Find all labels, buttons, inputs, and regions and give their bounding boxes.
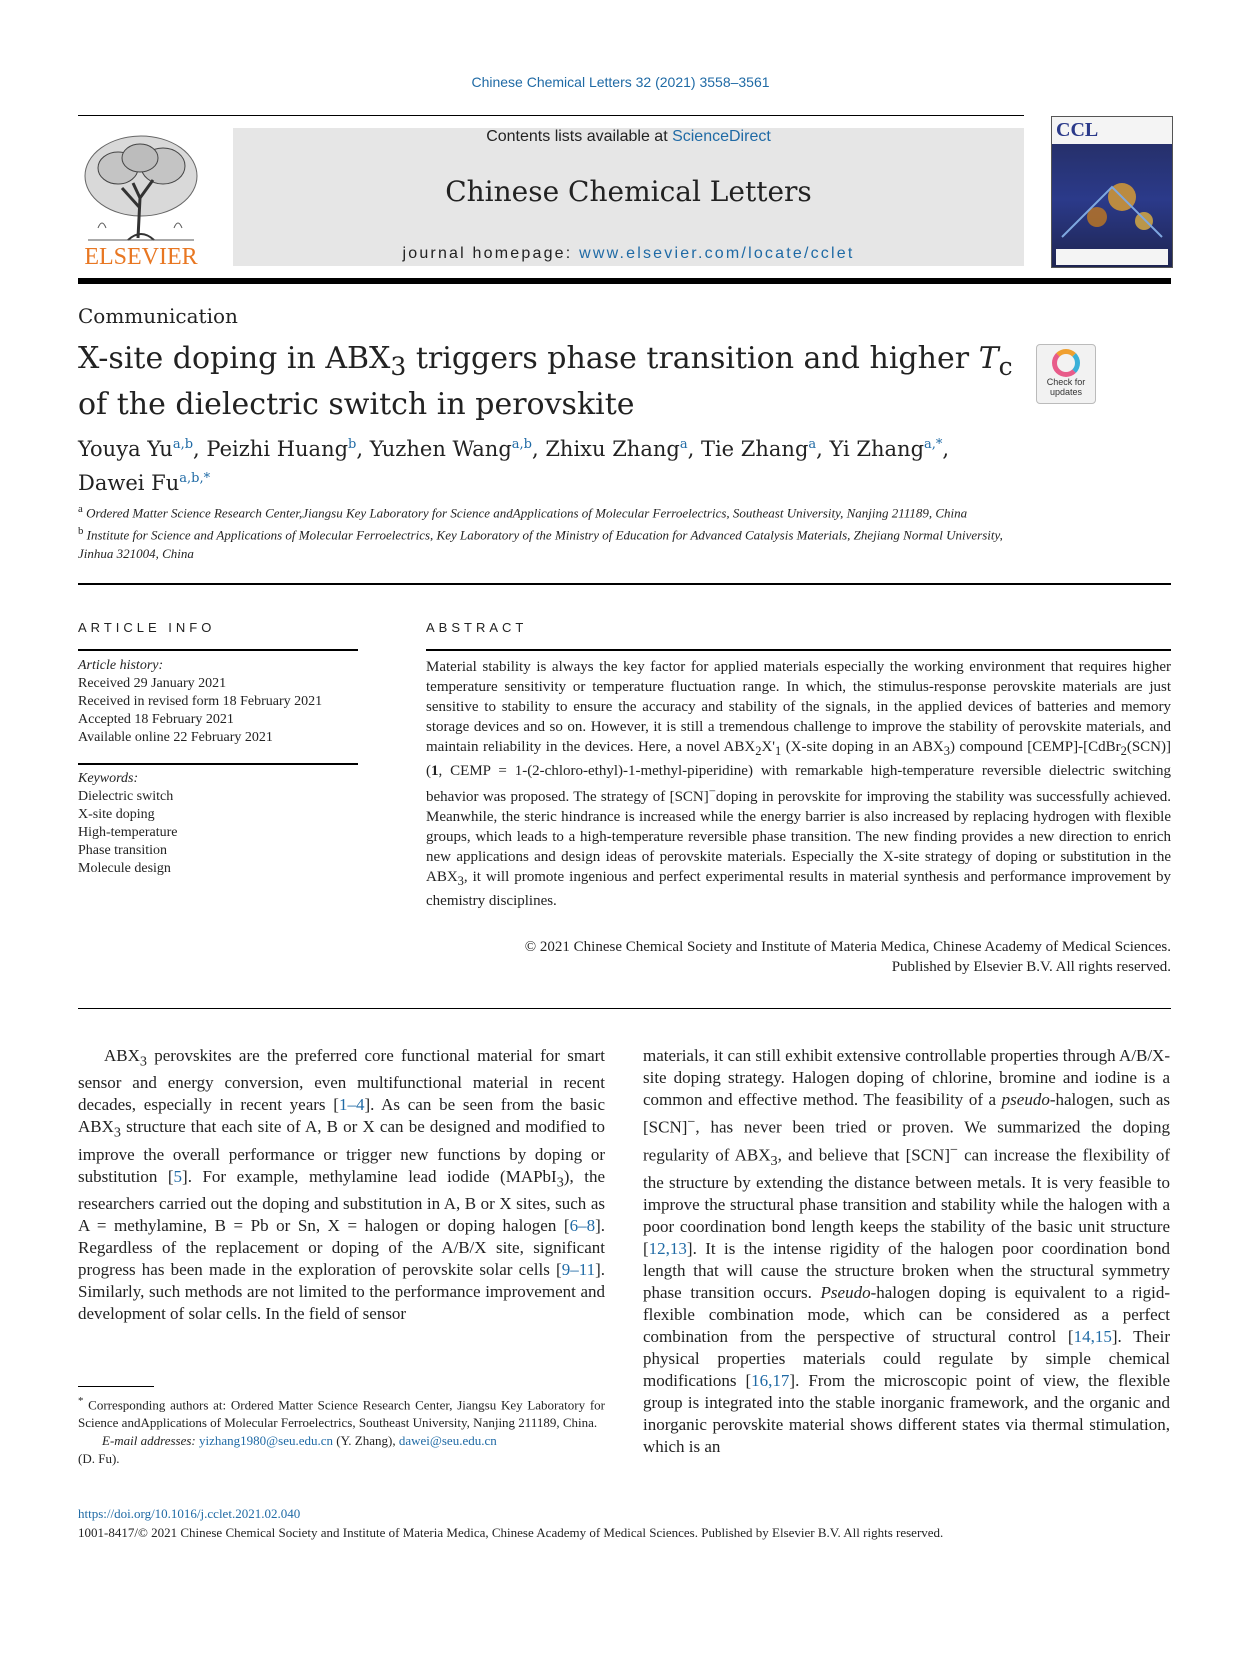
- affiliation-b: [78, 522, 1038, 562]
- email-link[interactable]: dawei@seu.edu.cn: [398, 1433, 497, 1449]
- keyword: High-temperature: [78, 825, 178, 840]
- reference-link[interactable]: 5: [173, 1166, 183, 1186]
- history-item: Received 29 January 2021: [78, 676, 227, 691]
- body-seg: ]. Regardless of the replacement or doping of the A/B/X site, significant progress has been made in the exploration of perovskite solar cells [: [78, 1216, 605, 1280]
- reference-link[interactable]: 1–4: [338, 1095, 365, 1115]
- affiliation-text: Institute for Science and Applications of Molecular Ferroelectrics, Key Laboratory of the Ministry of Education for Advanced Catalysis Materials, Zhejiang Normal University, Jinhua 321004, China: [78, 527, 1003, 561]
- abstract-seg: ) compound [CEMP]-[CdBr: [949, 739, 1121, 755]
- reference-link[interactable]: 9–11: [561, 1260, 596, 1280]
- body-sup: −: [949, 1141, 958, 1158]
- keywords-rule: [78, 763, 358, 765]
- copyright-line: © 2021 Chinese Chemical Society and Institute of Materia Medica, Chinese Academy of Medical Sciences.: [524, 939, 1171, 955]
- reference-link[interactable]: 16,17: [751, 1370, 790, 1390]
- abstract-sub: 1: [774, 744, 782, 758]
- author-name[interactable]: Dawei Fu: [78, 471, 180, 495]
- journal-cover-thumbnail[interactable]: [1051, 116, 1173, 268]
- abstract-seg: , CEMP = 1-(2-chloro-ethyl)-1-methyl-piperidine) with remarkable high-temperature reversible dielectric switching behavior was proposed. The strategy of [SCN]: [426, 763, 1171, 805]
- affiliation-label: b: [78, 525, 84, 538]
- reference-link[interactable]: 12,13: [648, 1238, 687, 1258]
- affiliation-rule: [78, 583, 1171, 585]
- abstract-sub: 2: [1120, 744, 1127, 758]
- body-seg: ]. As can be seen from the basic ABX: [78, 1095, 605, 1137]
- title-tc-subscript: c: [998, 352, 1013, 381]
- journal-masthead: [233, 128, 1024, 266]
- author-affiliation[interactable]: a,b: [511, 437, 532, 452]
- author-name[interactable]: Yi Zhang: [829, 437, 925, 461]
- check-for-updates-button[interactable]: [1036, 344, 1096, 404]
- abstract-sub: 3: [457, 874, 464, 888]
- keyword: Molecule design: [78, 861, 171, 876]
- abstract-seg: (SCN)] (: [426, 739, 1171, 779]
- author-list: Youya Yu$^{a,b}$, Peizhi Huang$^b$, Yuzhen Wang$^{a,b}$, Zhixu Zhang$^a$, Tie Zhang$^a$, Yi Zhang$^{a,*}$, Dawei $Fu^{a,b,*}$: [78, 437, 950, 495]
- body-seg: can increase the flexibility of the structure by extending the distance between metals. It is very feasible to improve the structural phase transition and stability while the halogen with a poor coordination bond length keeps the stability of the basic unit structure [: [643, 1145, 1170, 1258]
- abstract-seg: , it will promote ingenious and perfect experimental results in material synthesis and performance improvement by chemistry disciplines.: [426, 869, 1171, 909]
- homepage-link[interactable]: www.elsevier.com/locate/cclet: [579, 245, 855, 262]
- homepage-line: [233, 245, 1024, 263]
- cover-title: CCL: [1056, 119, 1099, 141]
- article-info-heading: ARTICLE INFO: [78, 620, 216, 635]
- body-seg: ]. Their physical properties materials could regulate by simple chemical modifications [: [643, 1326, 1170, 1390]
- body-seg: ABX: [104, 1046, 140, 1065]
- copyright-line: Published by Elsevier B.V. All rights reserved.: [891, 959, 1171, 975]
- email-label: E-mail addresses:: [102, 1433, 200, 1449]
- body-column-left: [78, 1045, 605, 1325]
- body-seg: ), the researchers carried out the doping and substitution in A, B or X sites, such as A = methylamine, B = Pb or Sn, X = halogen or doping halogen [: [78, 1166, 605, 1236]
- affiliation-label: a: [78, 503, 83, 515]
- footnote-rule: [78, 1386, 154, 1387]
- body-sub: 3: [556, 1174, 564, 1191]
- email-owner: (Y. Zhang),: [333, 1433, 399, 1449]
- history-heading: Article history:: [78, 658, 164, 673]
- author-name[interactable]: Tie Zhang: [700, 437, 809, 461]
- body-sub: 3: [113, 1124, 121, 1141]
- body-sup: −: [687, 1114, 696, 1130]
- article-type: Communication: [78, 304, 238, 328]
- author-name[interactable]: Peizhi Huang: [206, 437, 349, 461]
- doi-link[interactable]: https://doi.org/10.1016/j.cclet.2021.02.040: [78, 1506, 301, 1521]
- abstract-seg: (X-site doping in an ABX: [781, 739, 944, 755]
- abstract-sub: 2: [755, 744, 762, 758]
- body-seg: ]. It is the intense rigidity of the halogen poor coordination bond length that will cause the structure broken when the structural symmetry phase transition occurs.: [643, 1238, 1170, 1302]
- body-seg: ]. Similarly, such methods are not limited to the performance improvement and development of solar cells. In the field of sensor: [78, 1260, 605, 1324]
- author-affiliation[interactable]: a: [808, 437, 817, 452]
- author-name[interactable]: Zhixu Zhang: [545, 437, 680, 461]
- crossmark-label: Check for updates: [1046, 377, 1086, 397]
- author-affiliation[interactable]: a,b: [172, 437, 194, 452]
- reference-link[interactable]: 6–8: [569, 1216, 596, 1236]
- contents-prefix: Contents lists available at: [486, 128, 673, 145]
- elsevier-wordmark: ELSEVIER: [84, 244, 198, 270]
- body-seg: -halogen, such as [SCN]: [643, 1090, 1170, 1137]
- author-affiliation[interactable]: a: [679, 437, 688, 452]
- title-tc: T: [978, 341, 999, 376]
- article-history: [78, 657, 363, 747]
- body-paragraph: [643, 1045, 1170, 1458]
- body-seg: structure that each site of A, B or X can be designed and modified to improve the overall performance or trigger new functions by doping or substitution [: [78, 1117, 605, 1186]
- title-subscript: 3: [390, 352, 407, 381]
- info-rule: [78, 649, 358, 651]
- author-name[interactable]: Yuzhen Wang: [369, 437, 512, 461]
- affiliations: [78, 500, 1038, 563]
- author-affiliation[interactable]: a,*: [924, 437, 943, 452]
- keyword: Dielectric switch: [78, 789, 174, 804]
- history-item: Available online 22 February 2021: [78, 730, 273, 745]
- journal-title: Chinese Chemical Letters: [445, 175, 812, 208]
- homepage-prefix: journal homepage:: [402, 245, 580, 262]
- body-column-right: [643, 1045, 1170, 1458]
- body-italic: Pseudo: [820, 1282, 871, 1302]
- body-rule: [78, 1008, 1171, 1009]
- abstract-text: [426, 657, 1171, 911]
- keywords-heading: Keywords:: [78, 771, 139, 786]
- keywords: [78, 770, 363, 878]
- abstract-seg: doping in perovskite for improving the stability was successfully achieved. Meanwhile, the steric hindrance is increased while the energy barrier is also increased by replacing hydrogen with flexible groups, which leads to a high-temperature reversible phase transition. The new finding provides a new direction to enrich new applications and design ideas of perovskite materials. Especially the X-site strategy of doping or substitution in the ABX: [426, 789, 1172, 885]
- body-sub: 3: [139, 1053, 147, 1070]
- history-item: Received in revised form 18 February 2021: [78, 694, 323, 709]
- author-affiliation[interactable]: b: [348, 437, 357, 452]
- affiliation-text: Ordered Matter Science Research Center,Jiangsu Key Laboratory for Science andApplications of Molecular Ferroelectrics, Southeast University, Nanjing 211189, China: [86, 505, 968, 521]
- body-seg: , and believe that [SCN]: [777, 1145, 950, 1165]
- issn-copyright: 1001-8417/© 2021 Chinese Chemical Society and Institute of Materia Medica, Chinese Academy of Medical Sciences. Published by Elsevier B.V. All rights reserved.: [78, 1525, 944, 1540]
- affiliation-a: [78, 500, 1038, 522]
- email-owner-2: (D. Fu).: [78, 1451, 120, 1467]
- abstract-copyright: [426, 937, 1171, 977]
- title-text-1: X-site doping in ABX: [78, 341, 391, 376]
- footnote-star: *: [78, 1395, 84, 1407]
- compound-number: 1: [431, 763, 439, 779]
- body-sub: 3: [770, 1152, 778, 1169]
- header-rule: [78, 115, 1024, 116]
- abstract-heading: ABSTRACT: [426, 620, 528, 635]
- masthead-thick-rule: [78, 278, 1171, 284]
- body-italic: pseudo: [1001, 1090, 1050, 1109]
- article-title: [78, 340, 1018, 424]
- history-item: Accepted 18 February 2021: [78, 712, 234, 727]
- crossmark-icon: [1052, 349, 1080, 377]
- abstract-sub: 3: [943, 744, 950, 758]
- body-paragraph: [78, 1045, 605, 1325]
- reference-link[interactable]: 14,15: [1073, 1326, 1112, 1346]
- abstract-seg: Material stability is always the key factor for applied materials especially the working environment that requires higher temperature sensitivity or temperature fluctuation range. In which, the stimulus-response perovskite materials are just sensitive to stability to ensure the accuracy and stability of the signals, in the applied devices of batteries and memory storage devices and so on. However, it is still a tremendous challenge to improve the stability of perovskite materials, and maintain reliability in the devices. Here, a novel ABX: [426, 659, 1171, 755]
- body-seg: materials, it can still exhibit extensive controllable properties through A/B/X-site doping strategy. Halogen doping of chlorine, bromine and iodine is a common and effective method. The feasibility of a: [643, 1046, 1170, 1109]
- author-name[interactable]: Youya Yu: [78, 437, 173, 461]
- email-link[interactable]: yizhang1980@seu.edu.cn: [199, 1433, 334, 1449]
- keyword: Phase transition: [78, 843, 168, 858]
- keyword: X-site doping: [78, 807, 155, 822]
- title-text-3: of the dielectric switch in perovskite: [78, 387, 635, 422]
- title-text-2: triggers phase transition and higher: [406, 341, 979, 376]
- body-seg: ]. From the microscopic point of view, the flexible group is integrated into the stable inorganic framework, and the organic and inorganic perovskite material shows different states via thermal stimulation, which is an: [643, 1370, 1170, 1456]
- body-seg: ]. For example, methylamine lead iodide (MAPbI: [182, 1166, 557, 1186]
- corresponding-author-footnote: [78, 1392, 605, 1468]
- email-line: [78, 1432, 605, 1450]
- contents-line: [233, 128, 1024, 146]
- abstract-sup: −: [708, 784, 716, 798]
- footnote-body: Corresponding authors at: Ordered Matter Science Research Center, Jiangsu Key Laboratory for Science andApplications of Molecular Ferroelectrics, Southeast University, Nanjing 211189, China.: [78, 1397, 605, 1431]
- cover-art-icon: [1052, 117, 1172, 267]
- author-affiliation[interactable]: a,b,*: [179, 471, 211, 486]
- sciencedirect-link[interactable]: ScienceDirect: [672, 128, 771, 145]
- journal-citation[interactable]: Chinese Chemical Letters 32 (2021) 3558–3561: [471, 74, 770, 90]
- abstract-seg: X': [761, 739, 775, 755]
- footnote-text: [78, 1392, 605, 1432]
- body-seg: , has never been tried or proven. We summarized the doping regularity of ABX: [643, 1117, 1170, 1165]
- abstract-rule: [426, 649, 1171, 651]
- body-seg: perovskites are the preferred core functional material for smart sensor and energy conversion, even multifunctional material in recent decades, especially in recent years [: [78, 1046, 605, 1115]
- body-seg: -halogen doping is equivalent to a rigid-flexible combination mode, which can be considered as a perfect combination from the perspective of structural control [: [643, 1282, 1170, 1346]
